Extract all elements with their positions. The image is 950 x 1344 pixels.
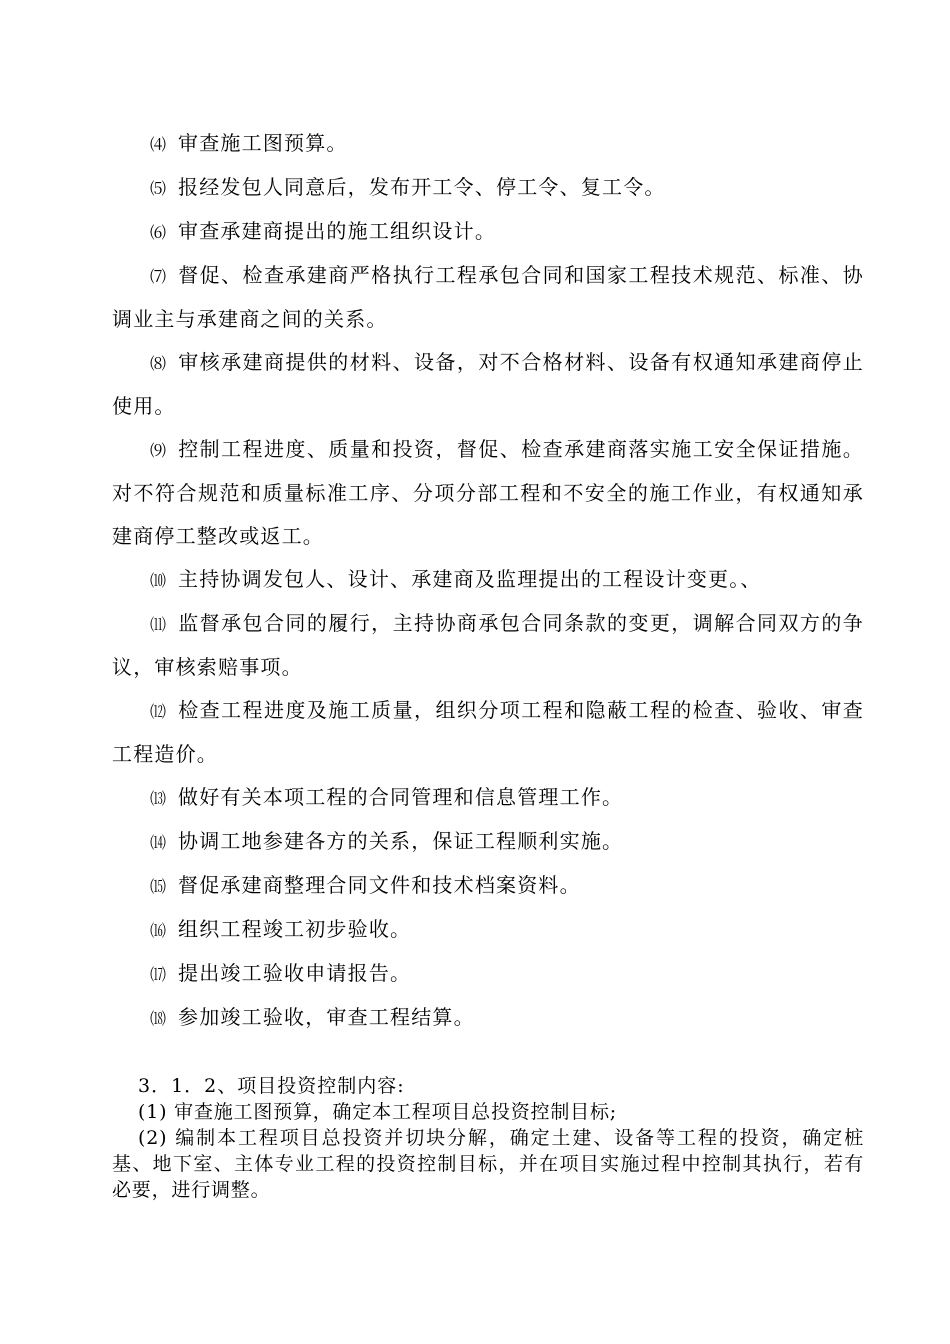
section-paragraph: (2) 编制本工程项目总投资并切块分解，确定土建、设备等工程的投资，确定桩基、地下室、主体专业工程的投资控制目标，并在项目实施过程中控制其执行，若有必要，进行调整。 [112, 1127, 864, 1201]
list-item [112, 210, 864, 254]
item-text: 参加竣工验收，审查工程结算。 [178, 1005, 475, 1029]
item-number: ⒀ [150, 789, 167, 808]
item-number: ⒂ [150, 877, 167, 896]
investment-control-section [112, 1073, 864, 1203]
item-text: 监督承包合同的履行，主持协商承包合同条款的变更，调解合同双方的争议，审核索赔事项。 [112, 611, 864, 679]
item-number: ⑸ [150, 179, 167, 198]
item-number: ⒅ [150, 1009, 167, 1028]
item-text: 主持协调发包人、设计、承建商及监理提出的工程设计变更。、 [178, 567, 762, 591]
list-item [112, 558, 864, 602]
list-item [112, 122, 864, 166]
item-text: 控制工程进度、质量和投资，督促、检查承建商落实施工安全保证措施。对不符合规范和质量标准工序、分项分部工程和不安全的施工作业，有权通知承建商停工整改或返工。 [112, 437, 864, 548]
item-number: ⒄ [150, 965, 167, 984]
item-text: 审核承建商提供的材料、设备，对不合格材料、设备有权通知承建商停止使用。 [112, 350, 864, 418]
list-item [112, 820, 864, 864]
item-number: ⒁ [150, 833, 167, 852]
item-number: ⒃ [150, 921, 167, 940]
item-text: 做好有关本项工程的合同管理和信息管理工作。 [178, 785, 624, 809]
item-number: ⑽ [150, 571, 167, 590]
list-item [112, 254, 864, 341]
responsibility-list [112, 122, 864, 1040]
item-number: ⑺ [150, 267, 167, 286]
item-text: 报经发包人同意后，发布开工令、停工令、复工令。 [178, 175, 666, 199]
item-number: ⑷ [150, 135, 167, 154]
list-item [112, 602, 864, 689]
list-item [112, 996, 864, 1040]
section-paragraph: (1) 审查施工图预算，确定本工程项目总投资控制目标; [138, 1101, 617, 1123]
list-item [112, 864, 864, 908]
item-text: 检查工程进度及施工质量，组织分项工程和隐蔽工程的检查、验收、审查工程造价。 [112, 698, 864, 766]
item-number: ⑾ [150, 615, 167, 634]
item-text: 组织工程竣工初步验收。 [178, 917, 412, 941]
item-text: 审查承建商提出的施工组织设计。 [178, 219, 497, 243]
item-text: 审查施工图预算。 [178, 131, 348, 155]
item-number: ⑹ [150, 223, 167, 242]
item-number: ⑻ [150, 354, 167, 373]
item-text: 协调工地参建各方的关系，保证工程顺利实施。 [178, 829, 624, 853]
item-text: 督促、检查承建商严格执行工程承包合同和国家工程技术规范、标准、协调业主与承建商之间的关系。 [112, 263, 864, 331]
list-item [112, 166, 864, 210]
item-number: ⑿ [150, 702, 167, 721]
list-item [112, 952, 864, 996]
list-item [112, 689, 864, 776]
list-item [112, 341, 864, 428]
item-number: ⑼ [150, 441, 167, 460]
item-text: 督促承建商整理合同文件和技术档案资料。 [178, 873, 581, 897]
section-heading: 3．1．2、项目投资控制内容: [138, 1075, 405, 1097]
list-item [112, 908, 864, 952]
list-item [112, 428, 864, 558]
list-item [112, 776, 864, 820]
item-text: 提出竣工验收申请报告。 [178, 961, 412, 985]
